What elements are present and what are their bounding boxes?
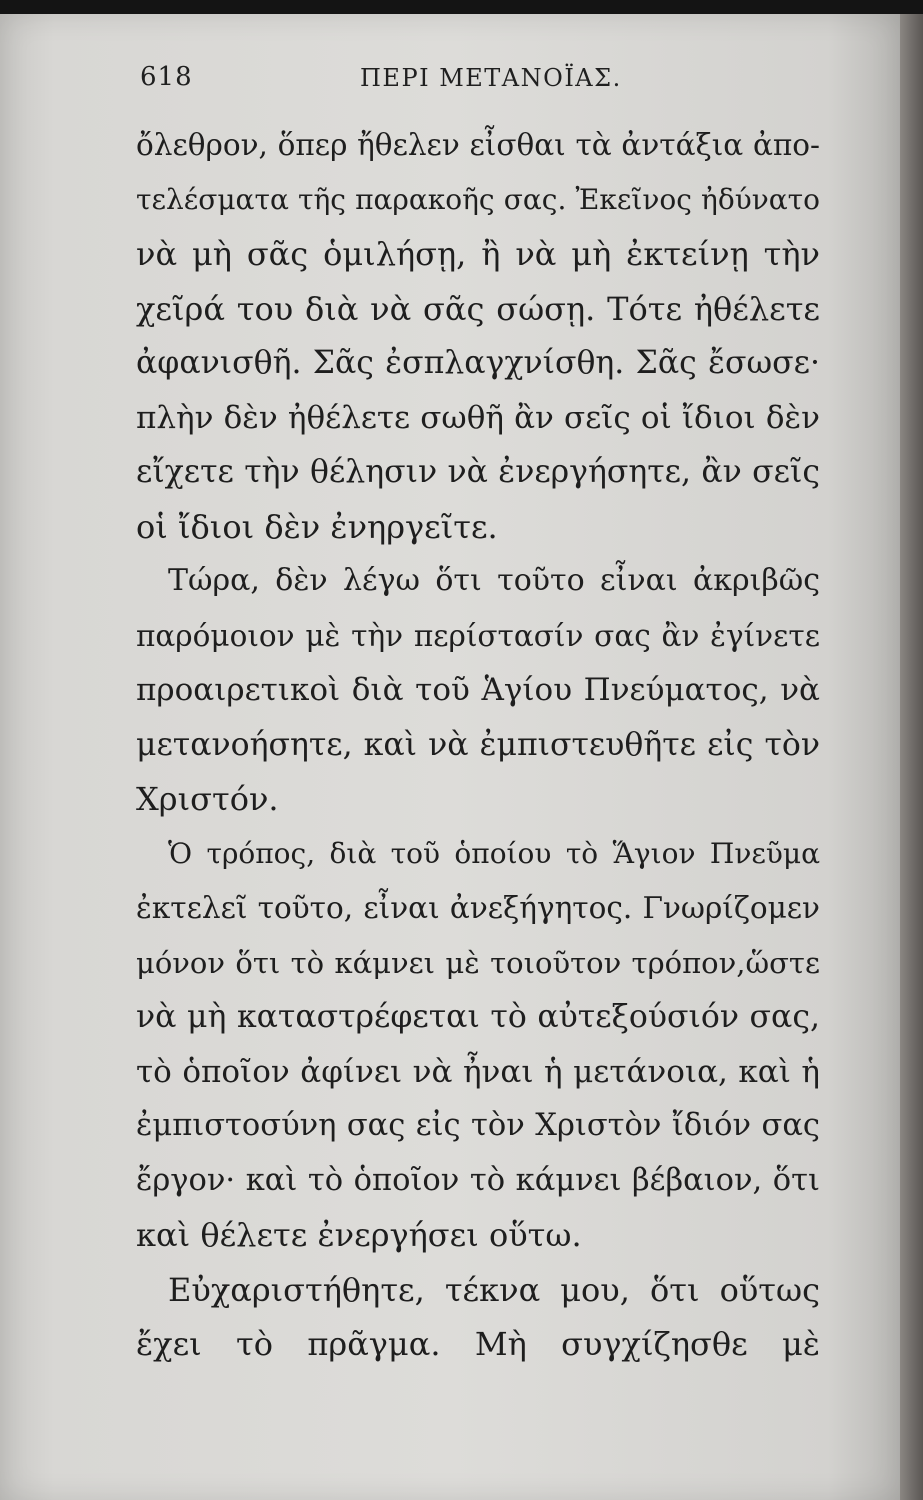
page-header <box>140 62 820 102</box>
text-line: νὰ μὴ σᾶς ὁμιλήσῃ, ἢ νὰ μὴ ἐκτείνῃ τὴν <box>136 235 820 273</box>
paragraph-start-line: Τώρα, δὲν λέγω ὅτι τοῦτο εἶναι ἀκριβῶς <box>168 563 820 598</box>
scan-top-border <box>0 0 923 14</box>
text-line: πλὴν δὲν ἠθέλετε σωθῆ ἂν σεῖς οἱ ἴδιοι δὲν <box>136 399 820 436</box>
text-line: νὰ μὴ καταστρέφεται τὸ αὐτεξούσιόν σας, <box>136 999 820 1035</box>
text-line: τελέσματα τῆς παρακοῆς σας. Ἐκεῖνος ἠδύνατο <box>136 182 820 216</box>
text-line: μόνον ὅτι τὸ κάμνει μὲ τοιοῦτον τρόπον,ὥστε <box>136 945 820 980</box>
text-line: Χριστόν. <box>136 780 279 818</box>
body-text <box>136 118 820 1372</box>
text-line: προαιρετικοὶ διὰ τοῦ Ἁγίου Πνεύματος, νὰ <box>136 672 820 708</box>
text-line: καὶ θέλετε ἐνεργήσει οὕτω. <box>136 1216 582 1254</box>
text-line: ἐμπιστοσύνη σας εἰς τὸν Χριστὸν ἴδιόν σας <box>136 1108 820 1143</box>
text-line: χεῖρά του διὰ νὰ σᾶς σώσῃ. Τότε ἠθέλετε <box>136 289 820 328</box>
text-line: παρόμοιον μὲ τὴν περίστασίν σας ἂν ἐγίνετε <box>136 618 820 653</box>
text-line: ἐκτελεῖ τοῦτο, εἶναι ἀνεξήγητος. Γνωρίζομεν <box>136 891 820 925</box>
text-line: τὸ ὁποῖον ἀφίνει νὰ ἦναι ἡ μετάνοια, καὶ ἡ <box>136 1053 820 1090</box>
text-line: ἔχει τὸ πρᾶγμα. Μὴ συγχίζησθε μὲ <box>136 1325 820 1363</box>
text-line: ἀφανισθῆ. Σᾶς ἐσπλαγχνίσθη. Σᾶς ἔσωσε· <box>136 345 820 381</box>
text-line: εἴχετε τὴν θέλησιν νὰ ἐνεργήσητε, ἂν σεῖς <box>136 454 820 490</box>
paragraph-start-line: Εὐχαριστήθητε, τέκνα μου, ὅτι οὕτως <box>168 1270 820 1309</box>
text-line: ὄλεθρον, ὅπερ ἤθελεν εἶσθαι τὰ ἀντάξια ἀπο- <box>136 128 820 162</box>
paragraph-start-line: Ὁ τρόπος, διὰ τοῦ ὁποίου τὸ Ἅγιον Πνεῦμα <box>168 836 820 870</box>
page-right-edge <box>900 14 923 1500</box>
text-line: μετανοήσητε, καὶ νὰ ἐμπιστευθῆτε εἰς τὸν <box>136 726 820 763</box>
running-head: ΠΕΡΙ ΜΕΤΑΝΟΪΑΣ. <box>360 64 622 92</box>
text-line: οἱ ἴδιοι δὲν ἐνηργεῖτε. <box>136 507 498 546</box>
text-line: ἔργον· καὶ τὸ ὁποῖον τὸ κάμνει βέβαιον, ὅτι <box>136 1162 820 1198</box>
page-number: 618 <box>140 62 193 92</box>
